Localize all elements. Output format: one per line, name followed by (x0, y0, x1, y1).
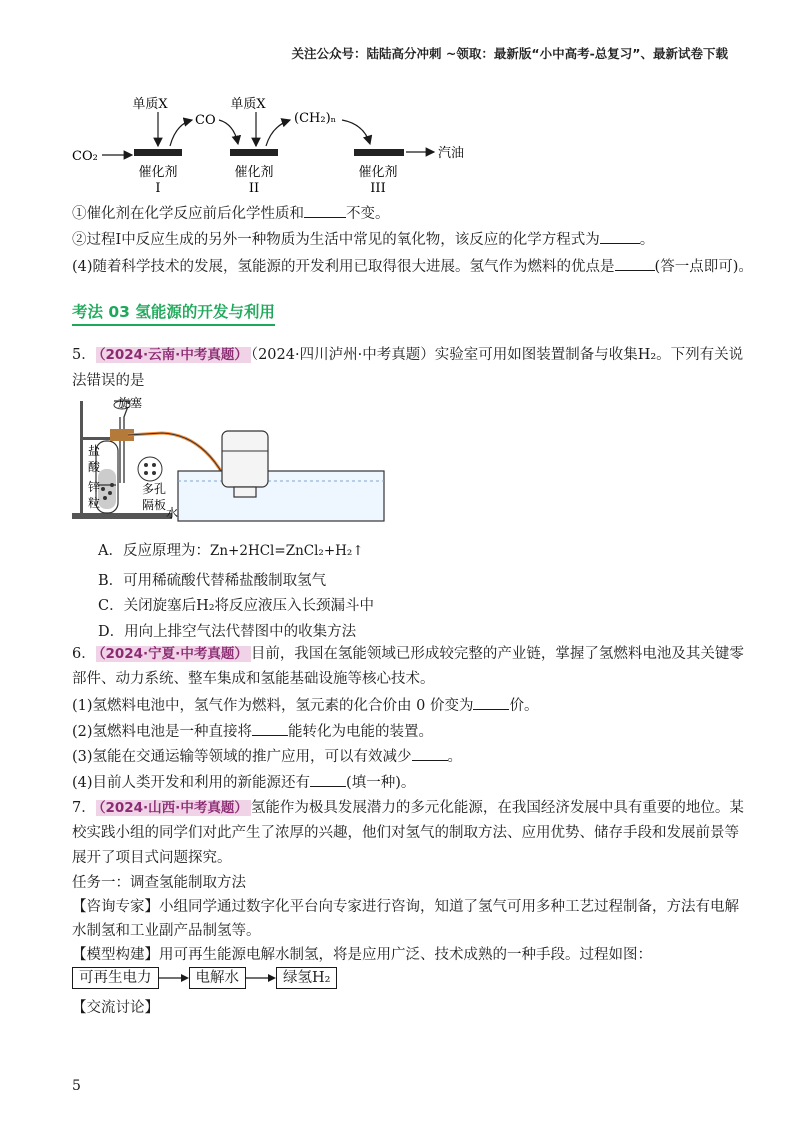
q5-option-d[interactable]: D．用向上排空气法代替图中的收集方法 (98, 624, 357, 640)
reaction-pathway-diagram (72, 88, 512, 200)
q5-option-b[interactable]: B．可用稀硫酸代替稀盐酸制取氢气 (98, 573, 327, 589)
q-prev-line-3: (4)随着科学技术的发展，氢能源的开发利用已取得很大进展。氢气作为燃料的优点是 (答一点即可)。 (72, 256, 753, 277)
q7-consult-2: 水制氢和工业副产品制氢等。 (72, 923, 261, 939)
plate-label-2: 隔板 (142, 498, 167, 512)
water-label: 水 (166, 506, 179, 520)
q6-sub-1: (1)氢燃料电池中，氢气作为燃料，氢元素的化合价由 0 价变为 价。 (72, 695, 538, 716)
svg-text:粒: 粒 (88, 496, 101, 510)
process-label-3: III (370, 181, 386, 196)
q7-model: 【模型构建】用可再生能源电解水制氢，将是应用广泛、技术成熟的一种手段。过程如图： (72, 947, 652, 963)
q6-sub-2: (2)氢燃料电池是一种直接将 能转化为电能的装置。 (72, 721, 433, 742)
q5-option-a[interactable]: A．反应原理为：Zn+2HCl=ZnCl₂+H₂↑ (98, 543, 364, 559)
zinc-label: 锌 (88, 480, 101, 494)
plate-label-1: 多孔 (142, 482, 167, 496)
process-label-2: II (248, 181, 260, 196)
page-header: 关注公众号：陆陆高分冲刺 ~领取：最新版“小中高考-总复习”、最新试卷下载 (291, 46, 728, 61)
catalyst-label-2: 催化剂 (234, 165, 274, 180)
q7-consult-1: 【咨询专家】小组同学通过数字化平台向专家进行咨询，知道了氢气可用多种工艺过程制备，方法有电解 (72, 899, 739, 915)
q7-line-1: 7． （2024·山西·中考真题） 氢能作为极具发展潜力的多元化能源，在我国经济发展中具有重要的地位。某 (72, 800, 744, 816)
element-x-label-1: 单质X (132, 97, 168, 112)
q7-task-1: 任务一：调查氢能制取方法 (72, 875, 246, 891)
flow-step-2: 电解水 (189, 967, 247, 989)
ch2n-label: (CH₂)ₙ (294, 111, 337, 126)
flow-arrow-1 (159, 972, 189, 984)
svg-text:酸: 酸 (88, 460, 101, 474)
flow-step-3: 绿氢H₂ (276, 967, 337, 989)
element-x-label-2: 单质X (230, 97, 266, 112)
q5-line-1: 5． （2024·云南·中考真题） （2024·四川泸州·中考真题）实验室可用如图装置制备与收集H₂。下列有关说 (72, 347, 744, 363)
acid-label: 盐 (88, 444, 101, 458)
process-label-1: I (155, 181, 161, 196)
electrolysis-flow (72, 967, 337, 989)
catalyst-disc-2 (230, 149, 278, 156)
catalyst-label-3: 催化剂 (358, 165, 398, 180)
catalyst-label-1: 催化剂 (138, 165, 178, 180)
q6-line-2: 部件、动力系统、整车集成和氢能基础设施等核心技术。 (72, 671, 435, 687)
flow-step-1: 可再生电力 (72, 967, 159, 989)
gasoline-label: 汽油 (438, 146, 465, 161)
flow-arrow-2 (246, 972, 276, 984)
q7-discuss: 【交流讨论】 (72, 1000, 159, 1016)
q7-source-tag: （2024·山西·中考真题） (96, 800, 251, 816)
q5-option-c[interactable]: C．关闭旋塞后H₂将反应液压入长颈漏斗中 (98, 598, 375, 614)
catalyst-disc-1 (134, 149, 182, 156)
page-number: 5 (72, 1078, 81, 1094)
q6-line-1: 6． （2024·宁夏·中考真题） 目前，我国在氢能领域已形成较完整的产业链，掌握了氢燃料电池及其关键零 (72, 646, 744, 662)
q7-line-3: 展开了项目式问题探究。 (72, 850, 232, 866)
q7-line-2: 校实践小组的同学们对此产生了浓厚的兴趣，他们对氢气的制取方法、应用优势、储存手段和发展前景等 (72, 825, 739, 841)
q5-line-2: 法错误的是 (72, 373, 145, 389)
q5-source-tag: （2024·云南·中考真题） (96, 347, 251, 363)
co-label: CO (195, 113, 216, 128)
hydrogen-apparatus-diagram (72, 393, 412, 525)
q6-source-tag: （2024·宁夏·中考真题） (96, 646, 251, 662)
q-prev-line-2: ②过程Ⅰ中反应生成的另外一种物质为生活中常见的氧化物，该反应的化学方程式为 。 (72, 229, 654, 250)
co2-label: CO₂ (72, 149, 98, 164)
catalyst-disc-3 (354, 149, 404, 156)
section-title: 考法 03 氢能源的开发与利用 (72, 300, 275, 326)
stopcock-label: 旋塞 (118, 396, 143, 410)
q6-sub-3: (3)氢能在交通运输等领域的推广应用，可以有效减少 。 (72, 746, 462, 767)
q6-sub-4: (4)目前人类开发和利用的新能源还有 (填一种)。 (72, 772, 415, 793)
q-prev-line-1: ①催化剂在化学反应前后化学性质和 不变。 (72, 203, 390, 224)
